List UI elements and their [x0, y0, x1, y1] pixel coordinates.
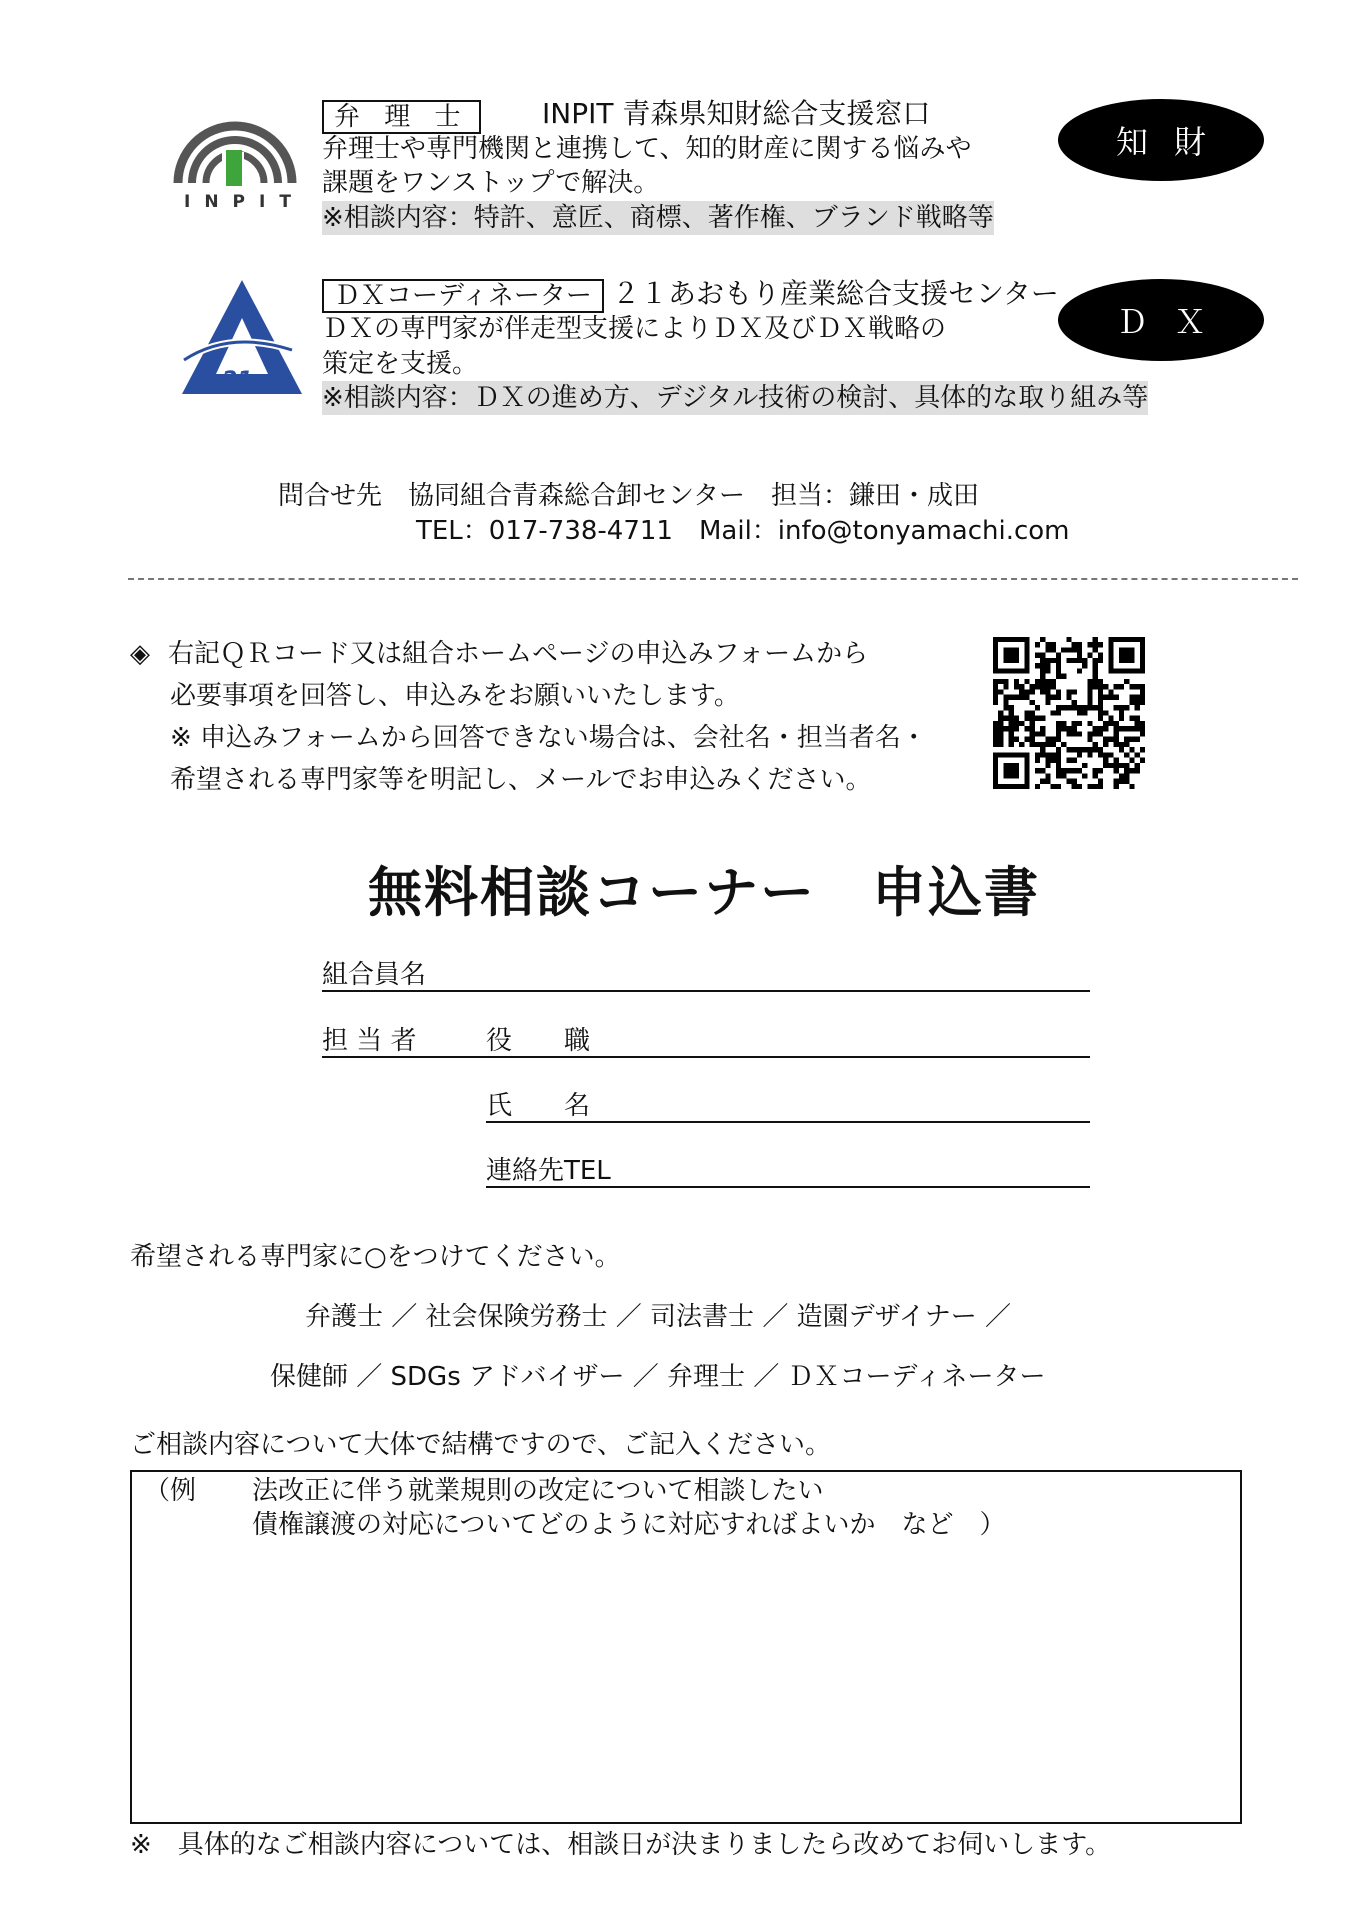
inpit-org-name: INPIT 青森県知財総合支援窓口 [542, 97, 931, 130]
dashed-separator [128, 578, 1298, 580]
expert-options-row-2[interactable]: 保健師 ／ SDGs アドバイザー ／ 弁理士 ／ ＤＸコーディネーター [270, 1362, 1046, 1392]
footer-note: ※ 具体的なご相談内容については、相談日が決まりましたら改めてお伺いします。 [130, 1830, 1112, 1860]
bullet-icon: ◈ [130, 639, 150, 669]
tel-line[interactable] [486, 1186, 1090, 1188]
member-name-line[interactable] [322, 990, 1090, 992]
example-line-2: 債権譲渡の対応についてどのように対応すればよいか など ） [252, 1510, 1006, 1540]
name-label: 氏 名 [486, 1091, 591, 1121]
instruction-line-3: ※ 申込みフォームから回答できない場合は、会社名・担当者名・ [170, 723, 927, 753]
dx-label: ＤＸコーディネーター [322, 279, 604, 313]
aomori21-logo [180, 278, 305, 398]
dx-description-2: 策定を支援。 [322, 349, 479, 379]
dx-consult-note: ※相談内容：ＤＸの進め方、デジタル技術の検討、具体的な取り組み等 [322, 383, 1149, 413]
contact-line-2: TEL：017-738-4711 Mail：info@tonyamachi.com [416, 516, 1070, 546]
inpit-label: 弁 理 士 [322, 100, 481, 134]
instruction-line-2: 必要事項を回答し、申込みをお願いいたします。 [170, 681, 740, 711]
position-label: 役 職 [486, 1026, 591, 1056]
inpit-description-2: 課題をワンストップで解決。 [322, 168, 660, 198]
content-instruction: ご相談内容について大体で結構ですので、ご記入ください。 [130, 1430, 831, 1460]
inpit-logo-text: INPIT [184, 192, 305, 212]
ip-badge: 知財 [1058, 99, 1264, 181]
dx-badge: ＤＸ [1058, 279, 1264, 361]
person-position-line[interactable] [322, 1056, 1090, 1058]
member-name-label: 組合員名 [322, 960, 427, 990]
expert-options-row-1[interactable]: 弁護士 ／ 社会保険労務士 ／ 司法書士 ／ 造園デザイナー ／ [305, 1302, 1012, 1332]
inpit-description-1: 弁理士や専門機関と連携して、知的財産に関する悩みや [322, 134, 972, 164]
tel-label: 連絡先TEL [486, 1156, 611, 1186]
example-prefix: （例 [144, 1476, 197, 1506]
form-title: 無料相談コーナー 申込書 [368, 861, 1040, 924]
expert-instruction: 希望される専門家に○をつけてください。 [130, 1242, 621, 1272]
instruction-line-1: 右記ＱＲコード又は組合ホームページの申込みフォームから [168, 639, 869, 669]
person-in-charge-label: 担 当 者 [322, 1026, 417, 1056]
instruction-line-4: 希望される専門家等を明記し、メールでお申込みください。 [170, 765, 872, 795]
inpit-consult-note: ※相談内容：特許、意匠、商標、著作権、ブランド戦略等 [322, 203, 994, 233]
qr-code-icon[interactable] [993, 637, 1145, 789]
dx-description-1: ＤＸの専門家が伴走型支援によりＤＸ及びＤＸ戦略の [322, 314, 947, 344]
example-line-1: 法改正に伴う就業規則の改定について相談したい [252, 1476, 824, 1506]
inpit-logo [170, 108, 305, 218]
dx-org-name: ２１あおもり産業総合支援センター [612, 277, 1059, 310]
aomori21-logo-text: 21 [222, 368, 253, 393]
name-line[interactable] [486, 1121, 1090, 1123]
contact-line-1: 問合せ先 協同組合青森総合卸センター 担当：鎌田・成田 [278, 481, 979, 511]
